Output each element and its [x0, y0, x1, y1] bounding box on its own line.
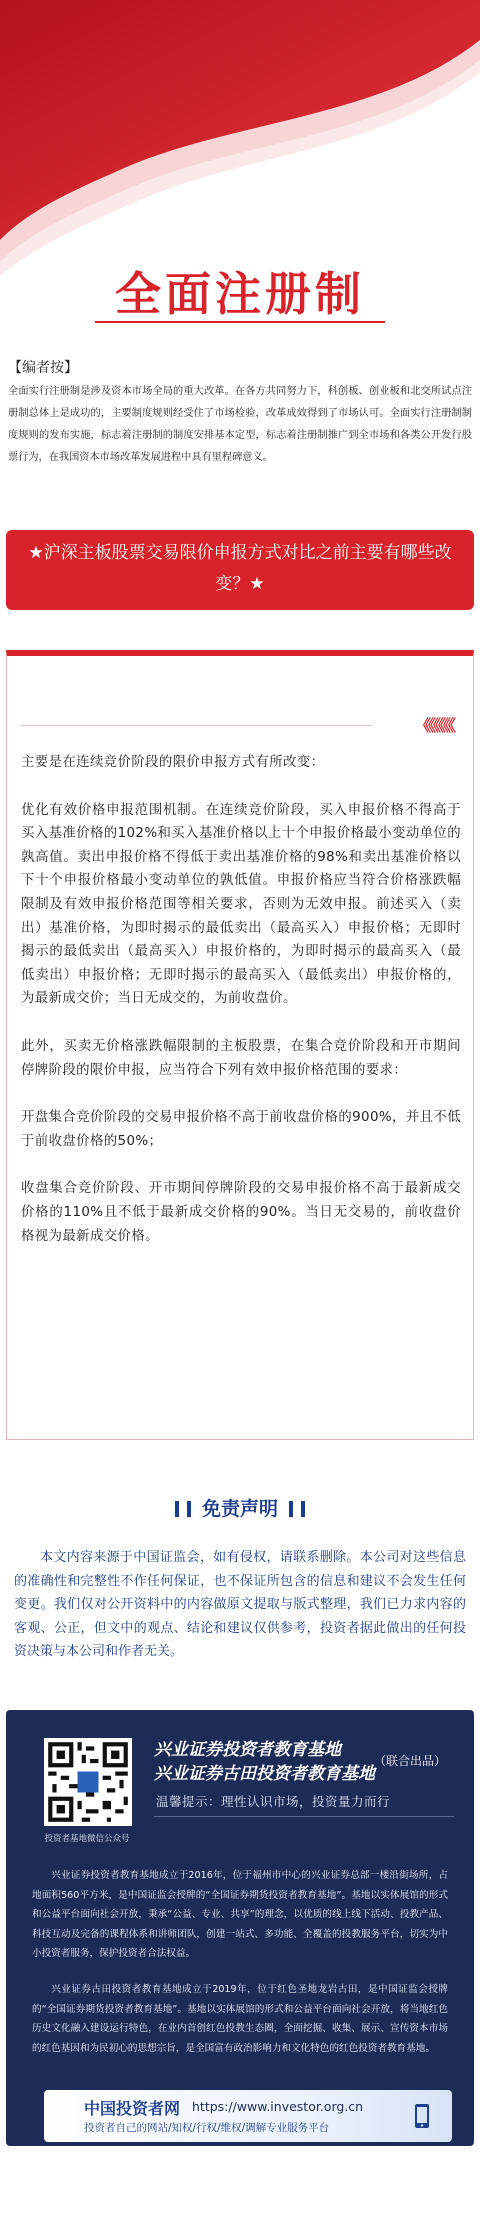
chevron-decoration-icon: 《《《《《《: [414, 716, 453, 735]
base-name-secondary: 兴业证券古田投资者教育基地: [154, 1764, 375, 1784]
answer-paragraph: 优化有效价格申报范围机制。在连续竞价阶段，买入申报价格不得高于买入基准价格的102%和买入基准价格以上十个申报价格最小变动单位的孰高值。卖出申报价格不得低于卖出基准价格的98%和卖出基准价格以下十个申报价格最小变动单位的孰低值。申报价格应当符合价格涨跌幅限制及有效申报价格范围等相关要求，否则为无效申报。前述买入（卖出）基准价格，为即时揭示的最低卖出（最高买入）申报价格；无即时揭示的最低卖出（最高买入）申报价格的，为即时揭示的最高买入（最低卖出）申报价格；无即时揭示的最高买入（最低卖出）申报价格的，为最新成交价；当日无成交的，为前收盘价。: [21, 802, 461, 1007]
warm-tip: 温馨提示：理性认识市场，投资量力而行: [156, 1794, 391, 1809]
disclaimer-title: 免责声明: [201, 1498, 278, 1520]
website-url[interactable]: https://www.investor.org.cn: [192, 2099, 364, 2114]
base-intro-paragraph: 兴业证券古田投资者教育基地成立于2019年，位于红色圣地龙岩古田，是中国证监会授牌的“全国证券期货投资者教育基地”。基地以实体展馆的形式和公益平台面向社会开放，将当地红色历史文化融入建设运行特色，在业内首创红色投教生态圈，全面挖掘、收集、展示、宣传资本市场的红色基因和为民初心的思想宗旨，是全国富有政治影响力和文化特色的红色投资者教育基地。: [32, 1984, 448, 2054]
answer-card: [6, 650, 474, 1440]
base-intro-paragraph: 兴业证券投资者教育基地成立于2016年，位于福州市中心的兴业证券总部一楼沿街场所，占地面积560平方米，是中国证监会授牌的“全国证券期货投资者教育基地”。基地以实体展馆的形式和公益平台面向社会开放，秉承“公益、专业、共享”的理念，以优质的线上线下活动、投教产品、科技互动及完备的课程体系和讲师团队，创建一站式、多功能、全覆盖的投教服务平台，切实为中小投资者服务，保护投资者合法权益。: [32, 1870, 448, 1959]
qr-caption: 投资者基地微信公众号: [44, 1834, 130, 1844]
editor-note-body: 全面实行注册制是涉及资本市场全局的重大改革。在各方共同努力下，科创板、创业板和北交所试点注册制总体上是成功的，主要制度规则经受住了市场检验，改革成效得到了市场认可。全面实行注册制制度规则的发布实施，标志着注册制的制度安排基本定型，标志着注册制推广到全市场和各类公开发行股票行为，在我国资本市场改革发展进程中具有里程碑意义。: [8, 386, 472, 463]
bar-decoration-icon: [187, 1501, 191, 1517]
website-name: 中国投资者网: [84, 2099, 181, 2118]
question-banner: ★沪深主板股票交易限价申报方式对比之前主要有哪些改变？★: [6, 530, 474, 610]
phone-icon: [408, 2102, 436, 2130]
editor-note: [8, 357, 472, 469]
hero-header: [0, 0, 480, 350]
bar-decoration-icon: [289, 1501, 293, 1517]
answer-paragraph: 此外，买卖无价格涨跌幅限制的主板股票，在集合竞价阶段和开市期间停牌阶段的限价申报，应当符合下列有效申报价格范围的要求：: [21, 1038, 461, 1078]
answer-paragraph: 收盘集合竞价阶段、开市期间停牌阶段的交易申报价格不高于最新成交价格的110%且不低于最新成交价格的90%。当日无交易的，前收盘价格视为最新成交价格。: [21, 1181, 461, 1244]
disclaimer-body: 本文内容来源于中国证监会，如有侵权，请联系删除。本公司对这些信息的准确性和完整性不作任何保证，也不保证所包含的信息和建议不会发生任何变更。我们仅对公开资料中的内容做原文提取与版式整理，我们已力求内容的客观、公正，但文中的观点、结论和建议仅供参考，投资者据此做出的任何投资决策与本公司和作者无关。: [14, 1550, 466, 1659]
page-title: 全面注册制: [115, 267, 365, 321]
bar-decoration-icon: [175, 1501, 179, 1517]
website-slogan: 投资者自己的网站/知权/行权/维权/调解专业服务平台: [84, 2122, 330, 2134]
disclaimer-heading: [0, 1494, 480, 1521]
qr-code-icon: [44, 1738, 132, 1826]
answer-body: [21, 751, 461, 1272]
base-names: [154, 1738, 375, 1786]
answer-paragraph: 开盘集合竞价阶段的交易申报价格不高于前收盘价格的900%，并且不低于前收盘价格的50%；: [21, 1110, 461, 1149]
answer-paragraph: 主要是在连续竞价阶段的限价申报方式有所改变：: [21, 755, 325, 770]
title-divider: [95, 321, 385, 323]
tip-divider: [154, 1816, 454, 1817]
card-divider: [21, 725, 373, 726]
editor-note-heading: 【编者按】: [8, 360, 78, 376]
footer-panel: [6, 1710, 474, 2146]
joint-production-note: （联合出品）: [374, 1754, 447, 1768]
bar-decoration-icon: [301, 1501, 305, 1517]
investor-website-link[interactable]: [44, 2090, 452, 2142]
base-name-primary: 兴业证券投资者教育基地: [154, 1740, 341, 1760]
